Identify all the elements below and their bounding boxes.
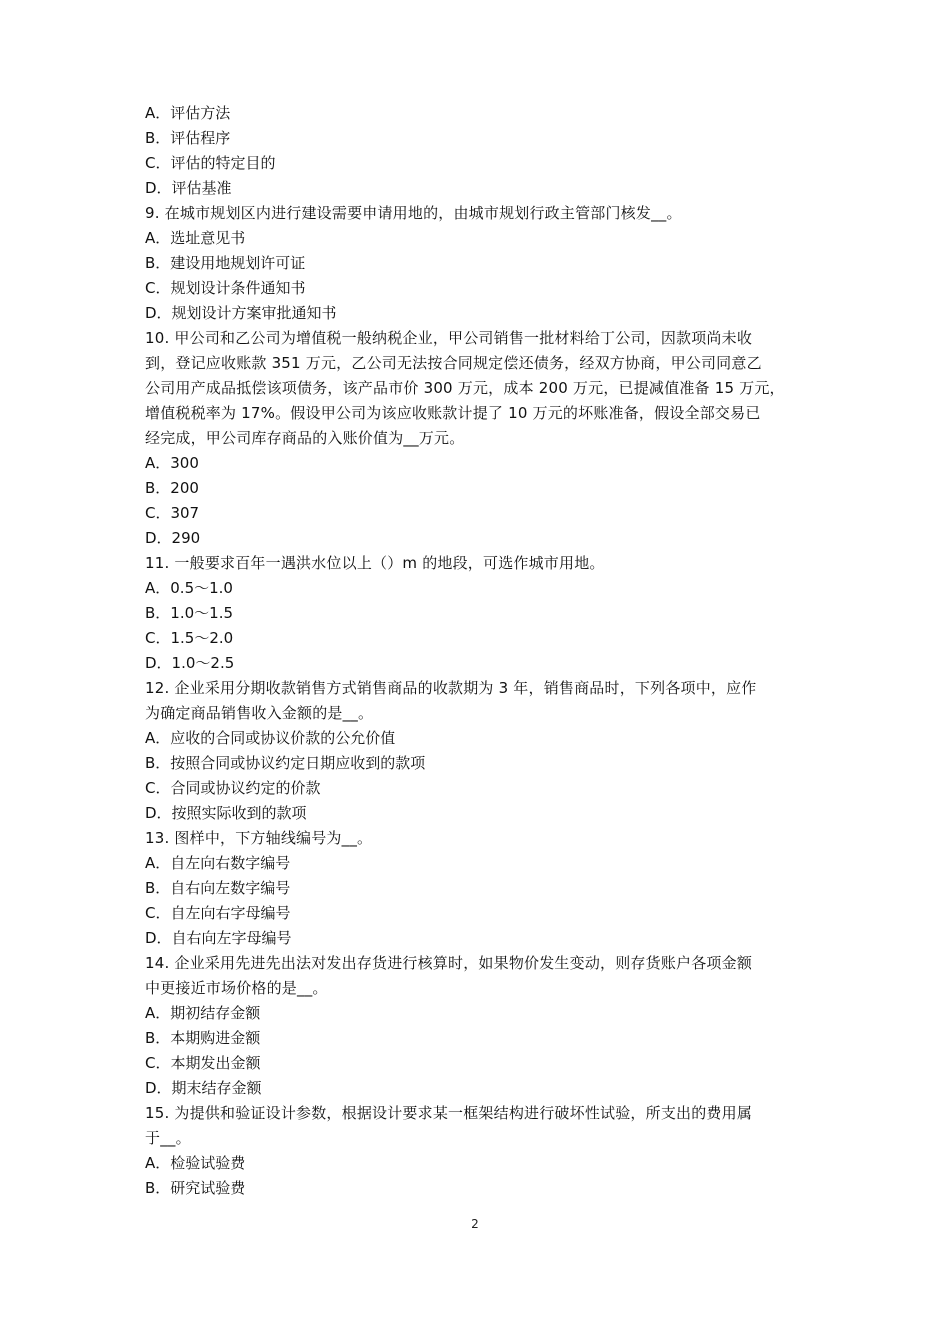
option-label: B．1.0～1.5 bbox=[145, 604, 234, 622]
answer-option bbox=[145, 926, 815, 951]
question-line: 12. 企业采用分期收款销售方式销售商品的收款期为 3 年，销售商品时，下列各项中，应作 bbox=[145, 679, 757, 697]
document-body bbox=[145, 101, 815, 1201]
answer-option bbox=[145, 1151, 815, 1176]
answer-option bbox=[145, 726, 815, 751]
answer-option bbox=[145, 801, 815, 826]
option-label: B．按照合同或协议约定日期应收到的款项 bbox=[145, 754, 426, 772]
option-label: A．检验试验费 bbox=[145, 1154, 246, 1172]
answer-option bbox=[145, 301, 815, 326]
question-text bbox=[145, 676, 815, 726]
option-label: B．200 bbox=[145, 479, 199, 497]
option-label: A．期初结存金额 bbox=[145, 1004, 261, 1022]
question-line: 为确定商品销售收入金额的是__。 bbox=[145, 704, 374, 722]
option-label: D．按照实际收到的款项 bbox=[145, 804, 307, 822]
question-line: 中更接近市场价格的是__。 bbox=[145, 979, 328, 997]
option-label: D．1.0～2.5 bbox=[145, 654, 235, 672]
question-text bbox=[145, 1101, 815, 1151]
question-line: 于__。 bbox=[145, 1129, 191, 1147]
option-label: D．规划设计方案审批通知书 bbox=[145, 304, 337, 322]
answer-option bbox=[145, 876, 815, 901]
answer-option bbox=[145, 251, 815, 276]
answer-option bbox=[145, 501, 815, 526]
question-text bbox=[145, 201, 815, 226]
option-label: B．本期购进金额 bbox=[145, 1029, 261, 1047]
answer-option bbox=[145, 176, 815, 201]
question-text bbox=[145, 551, 815, 576]
answer-option bbox=[145, 776, 815, 801]
answer-option bbox=[145, 1026, 815, 1051]
answer-option bbox=[145, 1001, 815, 1026]
answer-option bbox=[145, 1051, 815, 1076]
option-label: B．研究试验费 bbox=[145, 1179, 246, 1197]
question-line: 15. 为提供和验证设计参数，根据设计要求某一框架结构进行破坏性试验，所支出的费用属 bbox=[145, 1104, 753, 1122]
answer-option bbox=[145, 101, 815, 126]
question-text bbox=[145, 826, 815, 851]
option-label: A．自左向右数字编号 bbox=[145, 854, 291, 872]
option-label: B．自右向左数字编号 bbox=[145, 879, 291, 897]
answer-option bbox=[145, 451, 815, 476]
question-line: 13. 图样中，下方轴线编号为__。 bbox=[145, 829, 373, 847]
option-label: B．评估程序 bbox=[145, 129, 231, 147]
answer-option bbox=[145, 626, 815, 651]
answer-option bbox=[145, 526, 815, 551]
question-line: 到，登记应收账款 351 万元，乙公司无法按合同规定偿还债务，经双方协商，甲公司同意乙 bbox=[145, 354, 762, 372]
question-text bbox=[145, 326, 815, 451]
answer-option bbox=[145, 476, 815, 501]
answer-option bbox=[145, 751, 815, 776]
option-label: D．评估基准 bbox=[145, 179, 232, 197]
option-label: D．期末结存金额 bbox=[145, 1079, 262, 1097]
answer-option bbox=[145, 226, 815, 251]
answer-option bbox=[145, 601, 815, 626]
option-label: D．290 bbox=[145, 529, 201, 547]
option-label: C．评估的特定目的 bbox=[145, 154, 276, 172]
option-label: A．300 bbox=[145, 454, 199, 472]
option-label: A．选址意见书 bbox=[145, 229, 246, 247]
answer-option bbox=[145, 276, 815, 301]
answer-option bbox=[145, 1176, 815, 1201]
option-label: C．合同或协议约定的价款 bbox=[145, 779, 321, 797]
option-label: C．规划设计条件通知书 bbox=[145, 279, 306, 297]
option-label: B．建设用地规划许可证 bbox=[145, 254, 306, 272]
answer-option bbox=[145, 1076, 815, 1101]
option-label: A．评估方法 bbox=[145, 104, 231, 122]
question-line: 11. 一般要求百年一遇洪水位以上（）m 的地段，可选作城市用地。 bbox=[145, 554, 605, 572]
page-number: 2 bbox=[471, 1217, 479, 1231]
option-label: A．应收的合同或协议价款的公允价值 bbox=[145, 729, 396, 747]
option-label: C．307 bbox=[145, 504, 200, 522]
option-label: C．本期发出金额 bbox=[145, 1054, 261, 1072]
question-line: 14. 企业采用先进先出法对发出存货进行核算时，如果物价发生变动，则存货账户各项金额 bbox=[145, 954, 753, 972]
question-line: 9. 在城市规划区内进行建设需要申请用地的，由城市规划行政主管部门核发__。 bbox=[145, 204, 682, 222]
answer-option bbox=[145, 651, 815, 676]
answer-option bbox=[145, 851, 815, 876]
option-label: C．1.5～2.0 bbox=[145, 629, 234, 647]
answer-option bbox=[145, 126, 815, 151]
answer-option bbox=[145, 576, 815, 601]
question-line: 增值税税率为 17%。假设甲公司为该应收账款计提了 10 万元的坏账准备，假设全部交易已 bbox=[145, 404, 761, 422]
option-label: D．自右向左字母编号 bbox=[145, 929, 292, 947]
answer-option bbox=[145, 901, 815, 926]
option-label: A．0.5～1.0 bbox=[145, 579, 233, 597]
answer-option bbox=[145, 151, 815, 176]
question-text bbox=[145, 951, 815, 1001]
question-line: 经完成，甲公司库存商品的入账价值为__万元。 bbox=[145, 429, 465, 447]
question-line: 公司用产成品抵偿该项债务，该产品市价 300 万元，成本 200 万元，已提减值准备 15 万元， bbox=[145, 379, 785, 397]
option-label: C．自左向右字母编号 bbox=[145, 904, 291, 922]
question-line: 10. 甲公司和乙公司为增值税一般纳税企业，甲公司销售一批材料给丁公司，因款项尚未收 bbox=[145, 329, 753, 347]
